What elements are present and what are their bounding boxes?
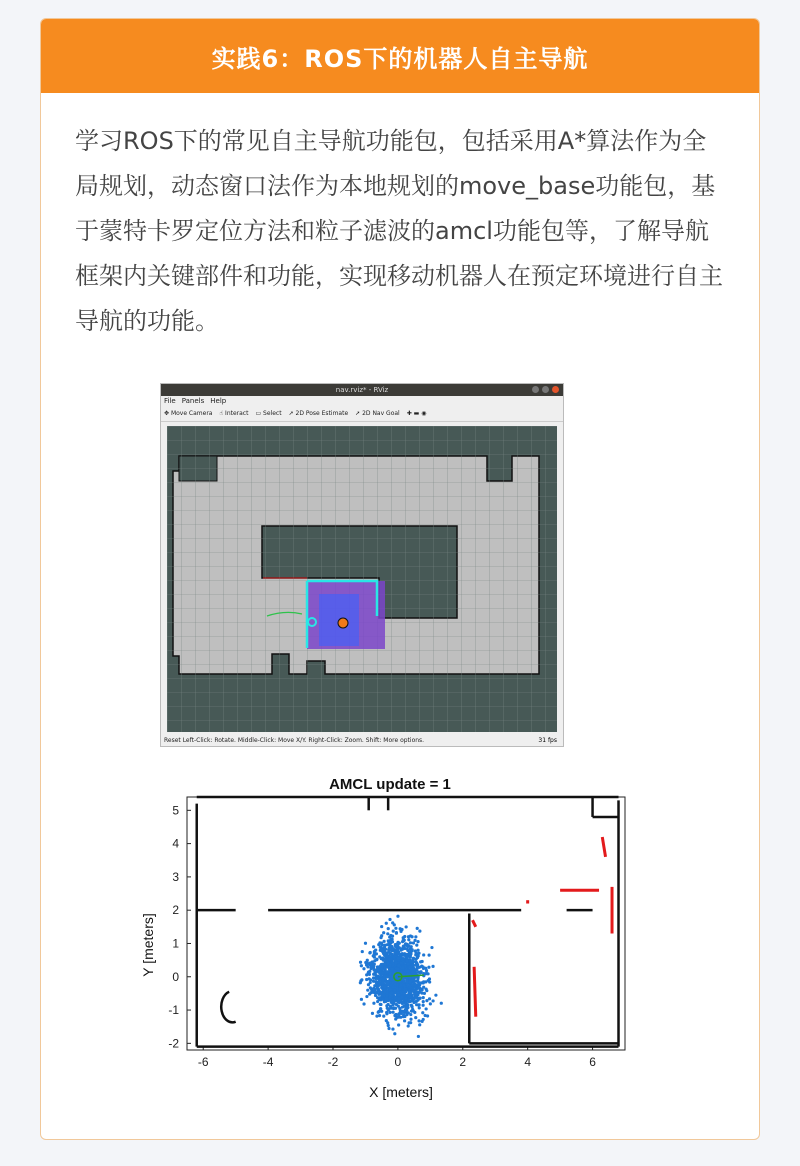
particle [405, 999, 408, 1002]
particle [374, 977, 377, 980]
particle [412, 964, 415, 967]
particle [381, 971, 384, 974]
particle [384, 948, 387, 951]
particle [391, 1027, 394, 1030]
particle [388, 958, 391, 961]
particle [427, 966, 430, 969]
particle [422, 966, 425, 969]
particle [381, 956, 384, 959]
particle [399, 988, 402, 991]
particle [402, 939, 405, 942]
particle [378, 1014, 381, 1017]
particle [429, 1002, 432, 1005]
particle [368, 992, 371, 995]
particle [364, 961, 367, 964]
y-tick-label: 4 [172, 836, 179, 851]
particle [373, 950, 376, 953]
particle [385, 997, 388, 1000]
particle [394, 927, 397, 930]
particle [410, 945, 413, 948]
particle [415, 944, 418, 947]
particle [396, 957, 399, 960]
particle [405, 959, 408, 962]
particle [359, 961, 362, 964]
particle [366, 989, 369, 992]
particle [403, 992, 406, 995]
particle [403, 1019, 406, 1022]
particle [397, 1013, 400, 1016]
particle [412, 1009, 415, 1012]
particle [379, 990, 382, 993]
y-tick-label: 2 [172, 903, 179, 918]
particle [418, 1023, 421, 1026]
particle [378, 955, 381, 958]
particle [394, 982, 397, 985]
maximize-icon[interactable] [542, 386, 549, 393]
section-description: 学习ROS下的常见自主导航功能包，包括采用A*算法作为全局规划，动态窗口法作为本地规划的move_base功能包，基于蒙特卡罗定位方法和粒子滤波的amcl功能包等，了解导航框架内关键部件和功能，实现移动机器人在预定环境进行自主导航的功能。 [75, 127, 723, 335]
particle [360, 964, 363, 967]
particle [403, 1010, 406, 1013]
status-hint: Left-Click: Rotate. Middle-Click: Move X/Y. Right-Click: Zoom. Shift: More options. [182, 737, 425, 744]
particle [405, 925, 408, 928]
x-tick-label: -6 [197, 1055, 209, 1069]
particle [425, 989, 428, 992]
particle [372, 945, 375, 948]
tool-2d-nav-goal[interactable]: ➚ 2D Nav Goal [355, 410, 400, 417]
particle [379, 936, 382, 939]
particle [418, 930, 421, 933]
minimize-icon[interactable] [532, 386, 539, 393]
particle [408, 980, 411, 983]
y-tick-label: 3 [172, 869, 179, 884]
particle [397, 964, 400, 967]
particle [398, 997, 401, 1000]
rviz-map-view[interactable] [167, 426, 557, 732]
particle [392, 1011, 395, 1014]
particle [408, 984, 411, 987]
particle [382, 952, 385, 955]
particle [387, 927, 390, 930]
rviz-toolbar [161, 407, 563, 422]
particle [407, 1024, 410, 1027]
particle [388, 964, 391, 967]
particle [392, 930, 395, 933]
particle [422, 1018, 425, 1021]
particle [413, 939, 416, 942]
particle [391, 1001, 394, 1004]
particle [417, 1003, 420, 1006]
particle [389, 970, 392, 973]
particle [368, 970, 371, 973]
particle [383, 963, 386, 966]
particle [385, 922, 388, 925]
fps-readout: 31 fps [538, 737, 557, 744]
particle [387, 980, 390, 983]
particle [421, 960, 424, 963]
particle [394, 945, 397, 948]
particle [413, 1000, 416, 1003]
y-tick-label: -1 [168, 1003, 179, 1018]
particle [365, 995, 368, 998]
particle [414, 935, 417, 938]
particle [369, 986, 372, 989]
particle [411, 971, 414, 974]
particle [416, 949, 419, 952]
particle [399, 927, 402, 930]
y-tick-label: 1 [172, 936, 179, 951]
particle [372, 987, 375, 990]
particle [385, 1019, 388, 1022]
particle [383, 985, 386, 988]
particle [416, 987, 419, 990]
particle [431, 965, 434, 968]
particle [425, 972, 428, 975]
particle [407, 952, 410, 955]
particle [422, 996, 425, 999]
rviz-statusbar [161, 735, 563, 746]
particle [387, 1007, 390, 1010]
particle [395, 931, 398, 934]
x-tick-label: -4 [262, 1055, 274, 1069]
particle [379, 1003, 382, 1006]
particle [372, 1002, 375, 1005]
particle [411, 948, 414, 951]
particle [385, 1011, 388, 1014]
particle [394, 1007, 397, 1010]
particle [431, 999, 434, 1002]
tool-2d-pose-estimate[interactable]: ➚ 2D Pose Estimate [288, 410, 349, 417]
particle [369, 978, 372, 981]
particle [402, 957, 405, 960]
particle [393, 1014, 396, 1017]
particle [382, 1015, 385, 1018]
particle [382, 931, 385, 934]
particle [387, 975, 390, 978]
particle [377, 965, 380, 968]
particle [399, 983, 402, 986]
x-tick-label: 2 [459, 1055, 467, 1069]
particle [389, 988, 392, 991]
menu-panels[interactable]: Panels [181, 397, 205, 405]
rviz-window-title: nav.rviz* - RViz [335, 386, 389, 394]
particle [396, 967, 399, 970]
particle [367, 983, 370, 986]
particle [428, 997, 431, 1000]
particle [404, 942, 407, 945]
particle [406, 1003, 409, 1006]
particle [428, 954, 431, 957]
particle [390, 992, 393, 995]
particle [409, 991, 412, 994]
particle [403, 1004, 406, 1007]
particle [417, 1019, 420, 1022]
particle [374, 991, 377, 994]
particle [398, 941, 401, 944]
particle [412, 960, 415, 963]
particle [391, 961, 394, 964]
particle [409, 959, 412, 962]
particle [380, 925, 383, 928]
particle [416, 940, 419, 943]
particle [375, 968, 378, 971]
particle [364, 942, 367, 945]
particle [377, 943, 380, 946]
particle [383, 966, 386, 969]
particle [409, 1013, 412, 1016]
menu-file[interactable]: File [164, 397, 176, 405]
particle [395, 961, 398, 964]
particle [417, 1035, 420, 1038]
particle [389, 1005, 392, 1008]
particle [360, 998, 363, 1001]
particle [383, 991, 386, 994]
close-icon[interactable] [552, 386, 559, 393]
section-title: 实践6：ROS下的机器人自主导航 [41, 19, 759, 93]
particle [371, 1012, 374, 1015]
particle [403, 1015, 406, 1018]
particle [422, 953, 425, 956]
particle [409, 934, 412, 937]
particle [368, 973, 371, 976]
particle [386, 970, 389, 973]
particle [404, 970, 407, 973]
particle [393, 1032, 396, 1035]
chart-title: AMCL update = 1 [329, 776, 451, 793]
rviz-menubar [161, 396, 563, 407]
particle [373, 956, 376, 959]
particle [400, 995, 403, 998]
particle [360, 978, 363, 981]
laser-scan-segment [474, 967, 476, 1017]
particle [380, 1010, 383, 1013]
particle [373, 962, 376, 965]
particle [380, 941, 383, 944]
particle [407, 962, 410, 965]
particle [374, 994, 377, 997]
particle [426, 1014, 429, 1017]
particle [397, 1005, 400, 1008]
particle [406, 969, 409, 972]
particle [387, 1024, 390, 1027]
particle [401, 967, 404, 970]
particle [393, 989, 396, 992]
particle [428, 980, 431, 983]
particle [397, 1023, 400, 1026]
particle [405, 981, 408, 984]
particle [394, 1017, 397, 1020]
x-axis-label: X [meters] [369, 1084, 433, 1100]
particle [400, 962, 403, 965]
particle [422, 1000, 425, 1003]
particle [396, 915, 399, 918]
x-tick-label: 4 [524, 1055, 532, 1069]
particle [422, 980, 425, 983]
particle [383, 944, 386, 947]
particle [411, 983, 414, 986]
x-tick-label: 0 [394, 1055, 402, 1069]
particle [422, 1004, 425, 1007]
particle [414, 1016, 417, 1019]
particle [417, 970, 420, 973]
particle [407, 938, 410, 941]
particle [402, 954, 405, 957]
particle [362, 1002, 365, 1005]
y-tick-label: -2 [168, 1036, 179, 1051]
y-axis-label: Y [meters] [140, 913, 156, 977]
particle [434, 994, 437, 997]
y-tick-label: 0 [172, 969, 179, 984]
particle [415, 991, 418, 994]
particle [387, 1027, 390, 1030]
rviz-window [160, 383, 564, 747]
particle [409, 941, 412, 944]
particle [362, 967, 365, 970]
particle [375, 981, 378, 984]
particle [412, 941, 415, 944]
add-tool-icon[interactable]: ✚ ▬ ◉ [406, 410, 427, 417]
particle [391, 921, 394, 924]
particle [428, 977, 431, 980]
particle [409, 1018, 412, 1021]
particle [398, 946, 401, 949]
particle [416, 927, 419, 930]
particle [384, 978, 387, 981]
particle [373, 959, 376, 962]
amcl-plot [95, 755, 655, 1111]
particle [389, 934, 392, 937]
particle [403, 988, 406, 991]
particle [391, 940, 394, 943]
particle [421, 1011, 424, 1014]
particle [440, 1002, 443, 1005]
x-tick-label: 6 [589, 1055, 596, 1069]
particle [392, 947, 395, 950]
particle [402, 936, 405, 939]
particle [380, 949, 383, 952]
particle [430, 946, 433, 949]
particle [369, 951, 372, 954]
particle [377, 983, 380, 986]
particle [380, 974, 383, 977]
particle [425, 999, 428, 1002]
particle [418, 1006, 421, 1009]
particle [410, 1004, 413, 1007]
particle [425, 1007, 428, 1010]
particle [378, 996, 381, 999]
particle [369, 961, 372, 964]
particle [373, 972, 376, 975]
particle [402, 945, 405, 948]
particle [385, 1004, 388, 1007]
particle [407, 1021, 410, 1024]
y-tick-label: 5 [172, 803, 179, 818]
particle [409, 956, 412, 959]
particle [387, 950, 390, 953]
particle [388, 1011, 391, 1014]
particle [397, 993, 400, 996]
particle [365, 973, 368, 976]
tool-interact[interactable]: ☝ Interact [219, 410, 249, 417]
particle [415, 963, 418, 966]
reset-button[interactable]: Reset [164, 737, 181, 744]
particle [386, 932, 389, 935]
menu-help[interactable]: Help [210, 397, 227, 405]
x-tick-label: -2 [327, 1055, 339, 1069]
particle [388, 944, 391, 947]
particle [408, 995, 411, 998]
particle [382, 981, 385, 984]
rviz-titlebar [161, 384, 563, 396]
robot-marker [338, 618, 348, 628]
particle [398, 953, 401, 956]
particle [361, 950, 364, 953]
particle [390, 978, 393, 981]
particle [406, 947, 409, 950]
tool-select[interactable]: ▭ Select [255, 410, 282, 417]
particle [365, 978, 368, 981]
tool-move-camera[interactable]: ✥ Move Camera [164, 410, 213, 417]
particle [415, 951, 418, 954]
particle [388, 918, 391, 921]
